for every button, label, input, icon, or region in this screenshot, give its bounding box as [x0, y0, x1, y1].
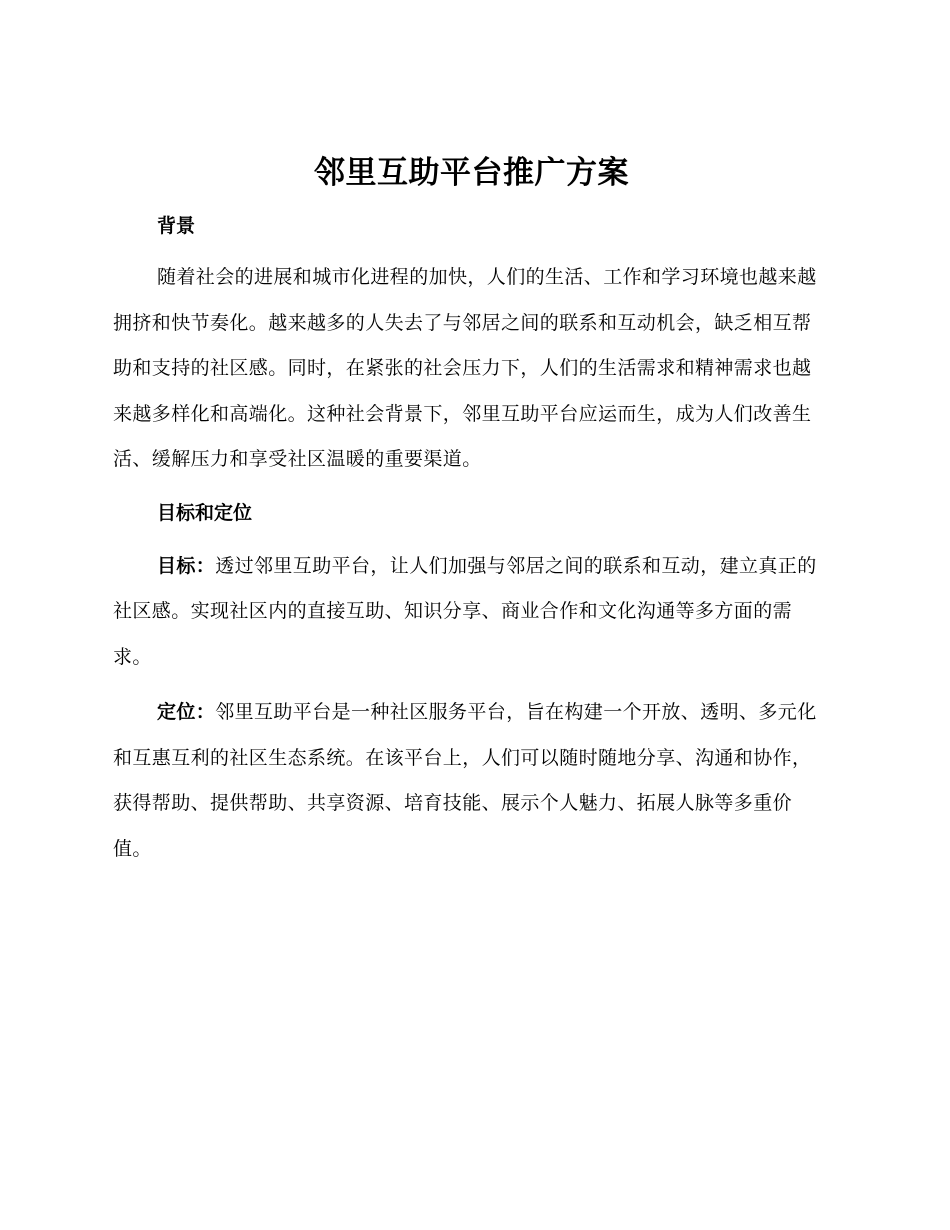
document-title: 邻里互助平台推广方案 [314, 155, 629, 191]
section-heading-goals-positioning: 目标和定位 [157, 501, 253, 524]
goal-paragraph [113, 544, 830, 681]
background-paragraph: 随着社会的进展和城市化进程的加快，人们的生活、工作和学习环境也越来越拥挤和快节奏化。越来越多的人失去了与邻居之间的联系和互动机会，缺乏相互帮助和支持的社区感。同时，在紧张的社会压力下，人们的生活需求和精神需求也越来越多样化和高端化。这种社会背景下，邻里互助平台应运而生，成为人们改善生活、缓解压力和享受社区温暖的重要渠道。 [113, 266, 817, 470]
section-heading-background: 背景 [157, 215, 196, 237]
goal-label: 目标： [157, 554, 216, 577]
goal-text: 透过邻里互助平台，让人们加强与邻居之间的联系和互动，建立真正的社区感。实现社区内的直接互助、知识分享、商业合作和文化沟通等多方面的需求。 [113, 554, 817, 668]
positioning-label: 定位： [157, 701, 216, 723]
positioning-paragraph [113, 690, 830, 872]
positioning-text: 邻里互助平台是一种社区服务平台，旨在构建一个开放、透明、多元化和互惠互利的社区生态系统。在该平台上，人们可以随时随地分享、沟通和协作，获得帮助、提供帮助、共享资源、培育技能、展示个人魅力、拓展人脉等多重价值。 [113, 701, 817, 860]
